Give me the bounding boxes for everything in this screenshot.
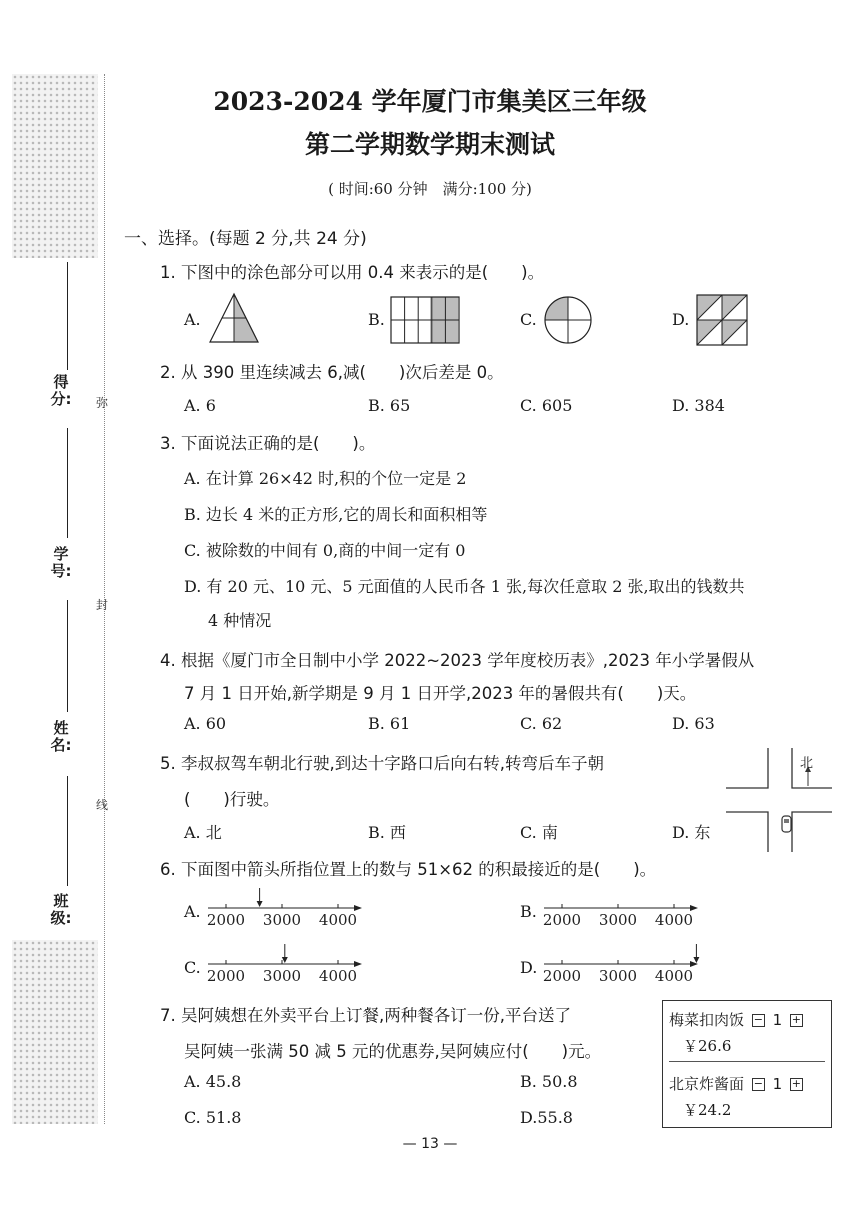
number-line-tick-label: 4000 (318, 911, 358, 929)
q4-option-b: B. 61 (368, 714, 411, 733)
seal-char: 线 (96, 798, 109, 812)
seal-char: 弥 (96, 396, 109, 410)
q5-option-a: A. 北 (184, 823, 222, 842)
q7-option-d: D.55.8 (520, 1108, 573, 1127)
menu-divider (669, 1061, 825, 1062)
q6-option-d-label: D. (520, 958, 538, 977)
q1-square-figure (696, 294, 748, 346)
seal-char: 封 (96, 598, 109, 612)
q3-option-a: A. 在计算 26×42 时,积的个位一定是 2 (184, 469, 467, 488)
plus-icon[interactable]: + (791, 1077, 802, 1090)
menu-item-1-qty: 1 (772, 1011, 783, 1029)
q1-circle-figure (542, 294, 594, 346)
menu-item-2-qty: 1 (772, 1075, 783, 1093)
menu-item-1-name: 梅菜扣肉饭 (669, 1011, 745, 1029)
q2-option-b: B. 65 (368, 396, 411, 415)
q7-option-b: B. 50.8 (520, 1072, 578, 1091)
q6-number-line-a (204, 886, 368, 930)
question-4-line1: 4. 根据《厦门市全日制中小学 2022~2023 学年度校历表》,2023 年小学暑假从 (160, 651, 755, 670)
q3-option-c: C. 被除数的中间有 0,商的中间一定有 0 (184, 541, 466, 560)
q6-option-c-label: C. (184, 958, 201, 977)
number-line-tick-label: 4000 (654, 967, 694, 985)
question-2: 2. 从 390 里连续减去 6,减( )次后差是 0。 (160, 363, 504, 382)
number-line-tick-label: 3000 (598, 911, 638, 929)
q5-option-b: B. 西 (368, 823, 406, 842)
plus-icon[interactable]: + (791, 1013, 802, 1026)
margin-line (67, 776, 68, 886)
menu-item-2-name: 北京炸酱面 (669, 1075, 745, 1093)
margin-line (67, 262, 68, 370)
number-line-tick-label: 2000 (542, 911, 582, 929)
margin-line (67, 428, 68, 538)
question-1: 1. 下图中的涂色部分可以用 0.4 来表示的是( )。 (160, 263, 545, 282)
q5-option-c: C. 南 (520, 823, 558, 842)
q2-option-d: D. 384 (672, 396, 725, 415)
q6-number-line-c (204, 942, 368, 986)
q4-option-d: D. 63 (672, 714, 715, 733)
q2-option-a: A. 6 (184, 396, 216, 415)
q6-number-line-d (540, 942, 704, 986)
class-label: 班级: (50, 892, 72, 927)
question-5-line2: ( )行驶。 (184, 790, 280, 809)
number-line-tick-label: 3000 (262, 911, 302, 929)
pointer-arrowhead (693, 957, 699, 963)
minus-icon[interactable]: − (753, 1077, 763, 1090)
q1-option-d-label: D. (672, 310, 690, 329)
q3-option-b: B. 边长 4 米的正方形,它的周长和面积相等 (184, 505, 488, 524)
q1-option-b-label: B. (368, 310, 385, 329)
question-5-line1: 5. 李叔叔驾车朝北行驶,到达十字路口后向右转,转弯后车子朝 (160, 754, 604, 773)
number-line-tick-label: 2000 (206, 967, 246, 985)
takeout-menu-card (662, 1000, 832, 1128)
number-line-tick-label: 4000 (318, 967, 358, 985)
pointer-arrowhead (257, 901, 263, 907)
margin-pattern-bottom (12, 940, 98, 1124)
exam-info: ( 时间:60 分钟 满分:100 分) (328, 180, 532, 198)
q1-option-c-label: C. (520, 310, 537, 329)
q2-option-c: C. 605 (520, 396, 573, 415)
minus-icon[interactable]: − (753, 1013, 763, 1026)
number-line-tick-label: 2000 (206, 911, 246, 929)
q5-option-d: D. 东 (672, 823, 711, 842)
number-line-tick-label: 3000 (598, 967, 638, 985)
number-line-tick-label: 3000 (262, 967, 302, 985)
q1-option-a-label: A. (184, 310, 201, 329)
question-7-line2: 吴阿姨一张满 50 减 5 元的优惠券,吴阿姨应付( )元。 (184, 1042, 602, 1061)
q6-option-b-label: B. (520, 902, 537, 921)
menu-item-2 (669, 1073, 806, 1094)
exam-title-line2: 第二学期数学期末测试 (304, 130, 555, 159)
q1-triangle-figure (208, 292, 260, 344)
q3-option-d: D. 有 20 元、10 元、5 元面值的人民币各 1 张,每次任意取 2 张,取出的钱数共 (184, 577, 745, 596)
number-line-tick-label: 2000 (542, 967, 582, 985)
q1-rectangle-figure (390, 296, 460, 344)
page-number: — 13 — (402, 1136, 458, 1152)
q6-number-line-b (540, 886, 704, 930)
number-line-tick-label: 4000 (654, 911, 694, 929)
q7-option-c: C. 51.8 (184, 1108, 242, 1127)
q4-option-c: C. 62 (520, 714, 563, 733)
name-label: 姓名: (50, 719, 72, 754)
q4-option-a: A. 60 (184, 714, 227, 733)
menu-item-2-price: ￥24.2 (683, 1101, 732, 1119)
crossroad-figure (724, 746, 834, 854)
q3-option-d-continued: 4 种情况 (208, 611, 272, 630)
compass-north-label: 北 (800, 756, 814, 771)
pointer-arrowhead (282, 957, 288, 963)
margin-line (67, 600, 68, 712)
exam-title-line1: 2023-2024 学年厦门市集美区三年级 (213, 87, 647, 116)
question-4-line2: 7 月 1 日开始,新学期是 9 月 1 日开学,2023 年的暑假共有( )天。 (184, 684, 697, 703)
question-6: 6. 下面图中箭头所指位置上的数与 51×62 的积最接近的是( )。 (160, 860, 657, 879)
score-label: 得分: (50, 373, 72, 408)
question-3: 3. 下面说法正确的是( )。 (160, 434, 376, 453)
question-7-line1: 7. 吴阿姨想在外卖平台上订餐,两种餐各订一份,平台送了 (160, 1006, 571, 1025)
q6-option-a-label: A. (184, 902, 201, 921)
q7-option-a: A. 45.8 (184, 1072, 242, 1091)
menu-item-1-price: ￥26.6 (683, 1037, 732, 1055)
section-heading: 一、选择。(每题 2 分,共 24 分) (124, 229, 367, 249)
student-id-label: 学号: (50, 545, 72, 580)
menu-item-1 (669, 1009, 806, 1030)
